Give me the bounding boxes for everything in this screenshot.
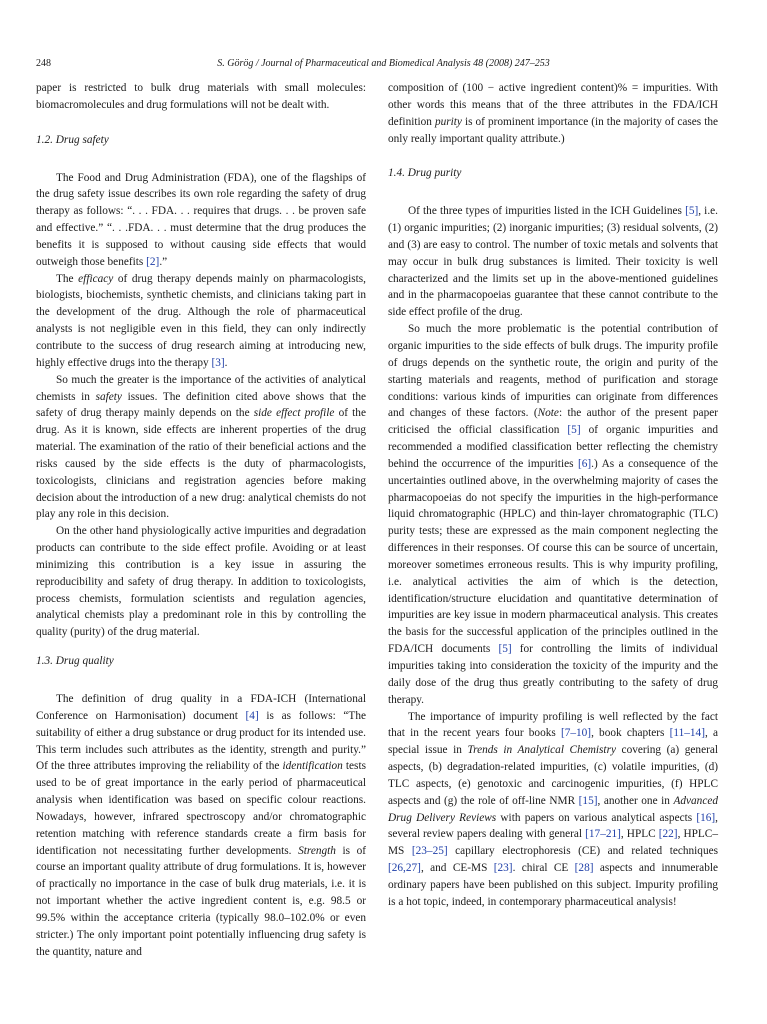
left-column xyxy=(36,80,366,961)
paragraph-efficacy: The efficacy of drug therapy depends mainly on pharmacologists, biologists, biochemists, synthetic chemists, and clinicians taking part in the development of the drug. Although the role of pharmaceutical analysts is not negligible even in this field, they can only indirectly contribute to the success of drug research aiming at introducing new, highly effective drugs into the therapy [3]. xyxy=(36,272,367,369)
paragraph-fda: The Food and Drug Administration (FDA), one of the flagships of the drug safety issue describes its own role regarding the safety of drug therapy as follows: “. . . FDA. . . requires that drugs. . . be proven safe and effective.” “. . .FDA. . . must determine that the drug produces the benefits it is supposed to without causing side effects that would outweigh those benefits [2].” xyxy=(36,171,366,268)
citation-28[interactable]: [28] xyxy=(574,862,594,875)
citation-5c[interactable]: [5] xyxy=(498,643,512,656)
citation-11-14[interactable]: [11–14] xyxy=(669,727,705,740)
running-title: S. Görög / Journal of Pharmaceutical and Biomedical Analysis 48 (2008) 247–253 xyxy=(217,58,550,69)
citation-4[interactable]: [4] xyxy=(245,709,259,722)
section-heading-drug-purity: 1.4. Drug purity xyxy=(388,167,462,180)
citation-7-10[interactable]: [7–10] xyxy=(560,727,592,740)
paragraph-drug-quality: The definition of drug quality in a FDA-ICH (International Conference on Harmonisation) document [4] is as follows: “The suitability of either a drug substance or drug product for its intended use. This term includes such attributes as the identity, strength and purity.” Of the three attributes improving the reliability of the identification tests used to be of great importance in the early period of pharmaceutical analysis when identification was based on specific colour reactions. Nowadays, however, infrared spectroscopy and/or chromatographic retention matching with reference standards create a firm basis for identification not necessitating further developments. Strength is of course an important quality attribute of drug formulations. It is, however of practically no importance in the case of bulk drug materials, i.e. it is not important whether the active ingredient content is, e.g. 98.5 or 99.5% within the acceptance criteria (typically 98.0–102.0% or even stricter.) The only important point potentially influencing drug safety is the quantity, nature and xyxy=(36,693,366,958)
section-heading-drug-safety: 1.2. Drug safety xyxy=(36,133,109,146)
paragraph-ich-impurities: Of the three types of impurities listed in the ICH Guidelines [5], i.e. (1) organic impurities; (2) inorganic impurities; (3) residual solvents, (2) and (3) are easy to control. The number of toxic metals and solvents that may occur in bulk drug substances is limited. Their toxicity is well characterized and the limits set up in the above-mentioned guidelines and in the pharmacopoeias guarantee that these cannot contribute to the side effect profile of the drug. xyxy=(388,205,718,319)
citation-22[interactable]: [22] xyxy=(658,828,678,841)
paragraph-organic-impurities: So much the more problematic is the potential contribution of organic impurities to the side effects of bulk drugs. The impurity profile of drugs depends on the synthetic route, the origin and purity of the starting materials and reagents, method of purification and storage conditions: various kinds of impurities can originate from differences and changes of these factors. (Note: the author of the present paper criticised the official classification [5] of organic impurities and recommended a modified classification better reflecting the chemistry behind the occurrence of the impurities [6].) As a consequence of the uncertainties outlined above, in the overwhelming majority of cases the pharmacopoeias do not specify the impurities in the high-performance liquid chromatographic (HPLC) and thin-layer chromatographic (TLC) purity tests; these are expressed as the main component neglecting the differences in their responses. Of course this can be source of uncertain, moreover sometimes erroneous results. This is why impurity profiling, i.e. analytical activities the aim of which is the detection, identification/structure elucidation and quantitative determination of impurities are key issue in modern pharmaceutical analysis. This creates the basis for the successful application of the principles outlined in the FDA/ICH documents [5] for controlling the limits of individual impurities taking into consideration the toxicity of the impurity and the daily dose of the drug thus greatly contributing to the safety of drug therapy. xyxy=(388,323,719,706)
citation-17-21[interactable]: [17–21] xyxy=(585,828,621,841)
right-column xyxy=(388,80,718,911)
section-heading-drug-quality: 1.3. Drug quality xyxy=(36,655,114,668)
citation-5b[interactable]: [5] xyxy=(567,424,581,437)
page-number: 248 xyxy=(36,58,51,69)
citation-16[interactable]: [16] xyxy=(696,811,716,824)
citation-26-27[interactable]: [26,27] xyxy=(388,862,421,875)
citation-6[interactable]: [6] xyxy=(577,457,592,470)
paragraph-impurity-profiling: The importance of impurity profiling is well reflected by the fact that in the recent years four books [7–10], book chapters [11–14], a special issue in Trends in Analytical Chemistry covering (a) general aspects, (b) degradation-related impurities, (c) volatile impurities, (d) TLC aspects, (e) genotoxic and carcinogenic impurities, (f) HPLC aspects and (g) the role of off-line NMR [15], another one in Advanced Drug Delivery Reviews with papers on various analytical aspects [16], several review papers dealing with general [17–21], HPLC [22], HPLC–MS [23–25] capillary electrophoresis (CE) and related techniques [26,27], and CE-MS [23]. chiral CE [28] aspects and innumerable ordinary papers have been published on this subject. Impurity profiling is a hot topic, indeed, in contemporary pharmaceutical analysis! xyxy=(388,710,719,908)
paragraph-continuation: composition of (100 − active ingredient content)% = impurities. With other words this means that of the three attributes in the FDA/ICH definition purity is of prominent importance (in the majority of cases the only really important quality attribute.) xyxy=(388,82,719,145)
citation-2[interactable]: [2] xyxy=(146,255,160,268)
paragraph-safety: So much the greater is the importance of the activities of analytical chemists in safety issues. The definition cited above shows that the safety of drug therapy mainly depends on the side effect profile of the drug. As it is known, side effects are inherent properties of the drug material. The examination of the ratio of their beneficial actions and the risks caused by the side effects is the duty of pharmacologists, toxicologists, clinicians and registration agencies before making decision about the introduction of a new drug: analytical chemists do not play any role in this decision. xyxy=(36,373,366,521)
paragraph-impurities-side-effects: On the other hand physiologically active impurities and degradation products can contribute to the side effect profile. Avoiding or at least minimizing this contribution is a key issue in assuring the reproducibility and safety of drug therapy. In addition to toxicologists, process chemists, formulation scientists and regulation agencies, analytical chemists play a predominant role in this by controlling the quality (purity) of the drug material. xyxy=(36,525,366,639)
citation-23-25[interactable]: [23–25] xyxy=(411,845,448,858)
citation-3[interactable]: [3] xyxy=(211,356,225,369)
citation-15[interactable]: [15] xyxy=(578,794,598,807)
citation-23b[interactable]: [23] xyxy=(493,862,513,875)
citation-5[interactable]: [5] xyxy=(685,205,699,218)
paragraph-intro: paper is restricted to bulk drug materials with small molecules: biomacromolecules and drug formulations will not be dealt with. xyxy=(36,82,366,111)
